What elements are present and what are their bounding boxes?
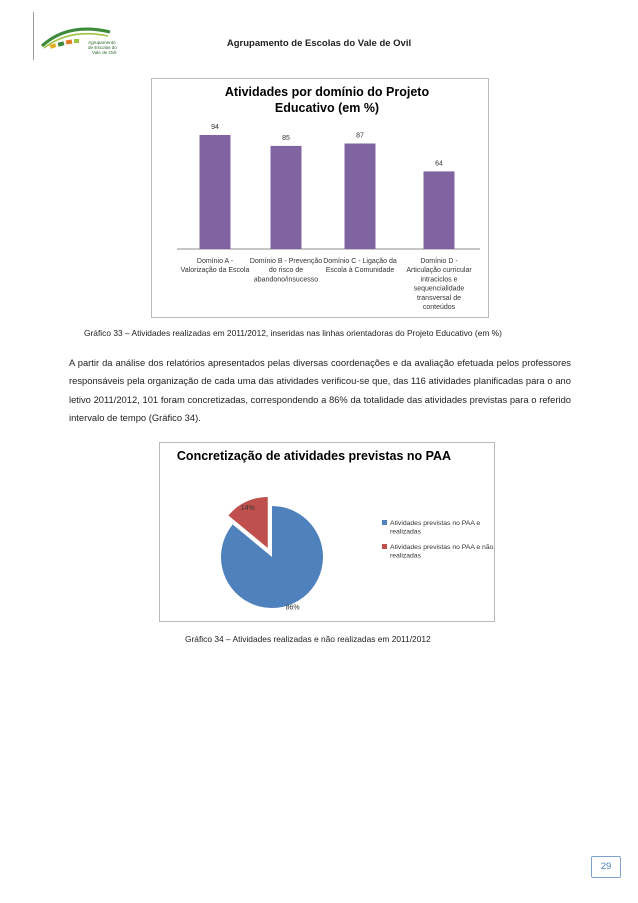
bar-category-label-4: sequencialidade	[413, 285, 465, 293]
body-paragraph: A partir da análise dos relatórios apresentados pelas diversas coordenações e da avaliação efetuada pelos professores responsáveis pela organização de cada uma das atividades verificou-se que, das 116 atividades planificadas para o ano letivo 2011/2012, 101 foram concretizadas, correspondendo a 86% da totalidade das atividades previstas para o referido intervalo de tempo (Gráfico 34).	[69, 357, 571, 423]
bar-category-label-2: abandono/insucesso	[253, 276, 319, 284]
bar-value-label-1: 94	[211, 124, 219, 131]
bar-1	[200, 135, 231, 249]
legend-swatch-2	[382, 544, 387, 549]
bar-value-label-4: 64	[435, 160, 443, 168]
logo-text-2: de Escolas do	[88, 45, 117, 50]
bar-category-label-4: conteúdos	[422, 304, 456, 311]
bar-category-label-2: do risco de	[268, 267, 304, 275]
bar-chart	[152, 79, 488, 317]
bar-category-label-3: Domínio C - Ligação da	[323, 258, 397, 265]
bar-category-label-4: Articulação curricular	[406, 267, 472, 275]
bar-category-label-4: transversal de	[417, 294, 461, 302]
bar-chart-title-line-2: Educativo (em %)	[274, 101, 380, 115]
logo-text-1: Agrupamento	[88, 40, 116, 45]
bar-value-label-3: 87	[356, 132, 364, 140]
bar-4	[424, 171, 455, 249]
bar-chart-container	[151, 78, 489, 318]
legend-label-2: Atividades previstas no PAA e não	[390, 544, 494, 551]
header-divider	[33, 12, 34, 60]
bar-chart-title-line-1: Atividades por domínio do Projeto	[224, 85, 430, 99]
legend-label-1: Atividades previstas no PAA e	[390, 520, 481, 527]
page-number: 29	[591, 856, 621, 878]
bar-category-label-1: Valorização da Escola	[180, 267, 250, 275]
legend-label-1: realizadas	[390, 528, 421, 536]
legend-swatch-1	[382, 520, 387, 525]
header-title: Agrupamento de Escolas do Vale de Ovil	[226, 38, 412, 49]
chart2-caption: Gráfico 34 – Atividades realizadas e não realizadas em 2011/2012	[185, 634, 431, 644]
pie-chart	[160, 443, 494, 621]
pie-slice-label-1: 86%	[285, 604, 300, 612]
bar-category-label-1: Domínio A -	[196, 258, 234, 265]
legend-label-2: realizadas	[390, 552, 421, 560]
pie-slice-label-2: 14%	[240, 504, 255, 512]
bar-3	[345, 143, 376, 249]
bar-2	[271, 146, 302, 249]
bar-category-label-4: intraciclos e	[420, 276, 458, 284]
pie-chart-container	[159, 442, 495, 622]
pie-chart-title: Concretização de atividades previstas no PAA	[176, 449, 452, 463]
chart1-caption: Gráfico 33 – Atividades realizadas em 2011/2012, inseridas nas linhas orientadoras do Projeto Educativo (em %)	[84, 328, 502, 338]
bar-value-label-2: 85	[282, 134, 290, 142]
bar-category-label-3: Escola à Comunidade	[325, 267, 395, 275]
bar-category-label-4: Domínio D -	[420, 258, 458, 265]
bar-category-label-2: Domínio B - Prevenção	[249, 258, 323, 265]
logo-text-3: Vale de Ovil	[92, 50, 117, 55]
